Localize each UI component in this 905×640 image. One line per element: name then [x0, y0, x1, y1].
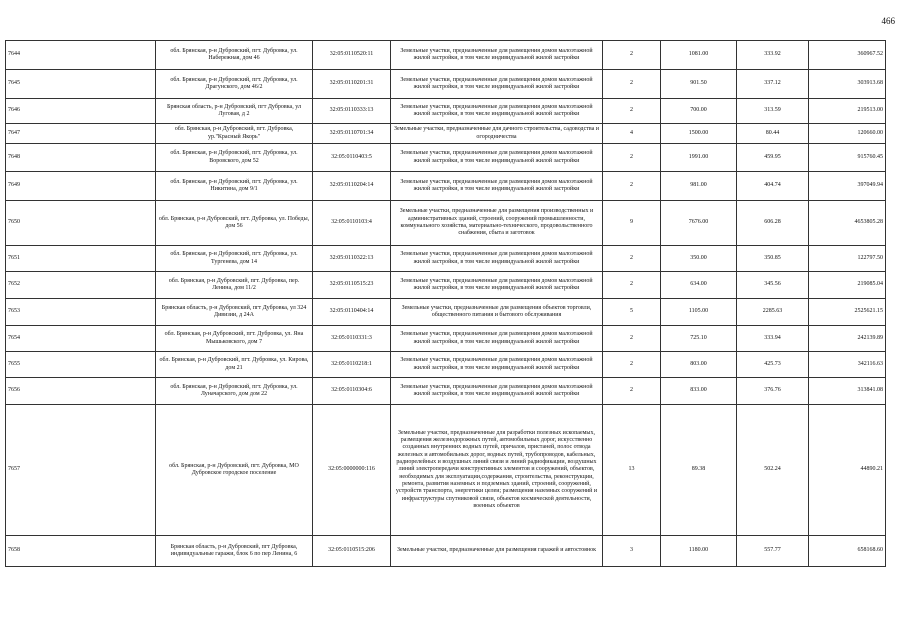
address-cell: обл. Брянская, р-н Дубровский, пгт. Дубровка, ул. Яна Мышьковского, дом 7	[156, 326, 313, 352]
land-use-cell: Земельные участки, предназначенные для размещения домов малоэтажной жилой застройки, в том числе индивидуальной жилой застройки	[391, 70, 603, 99]
address-cell: обл. Брянская, р-н Дубровский, пгт. Дубровка, МО Дубровское городское поселение	[156, 405, 313, 536]
area-cell: 89.38	[661, 405, 737, 536]
use-group-cell: 2	[603, 246, 661, 272]
use-group-cell: 9	[603, 201, 661, 246]
row-number: 7651	[6, 246, 156, 272]
cadastral-value-cell: 313841.08	[809, 378, 886, 405]
land-use-cell: Земельные участки, предназначенные для размещения домов малоэтажной жилой застройки, в том числе индивидуальной жилой застройки	[391, 272, 603, 299]
table-row	[6, 378, 886, 405]
specific-value-cell: 459.95	[737, 144, 809, 172]
row-number: 7646	[6, 99, 156, 124]
table-row	[6, 299, 886, 326]
cadastral-number-cell: 32:05:0110331:3	[313, 326, 391, 352]
cadastral-number-cell: 32:05:0110403:5	[313, 144, 391, 172]
address-cell: обл. Брянская, р-н Дубровский, пгт. Дубровка, ул. Победы, дом 56	[156, 201, 313, 246]
cadastral-number-cell: 32:05:0000000:116	[313, 405, 391, 536]
cadastral-number-cell: 32:05:0110201:31	[313, 70, 391, 99]
table-row	[6, 124, 886, 144]
land-use-cell: Земельные участки, предназначенные для размещения гаражей и автостоянок	[391, 536, 603, 567]
address-cell: обл. Брянская, р-н Дубровский, пгт. Дубровка, ул. Тургенева, дом 14	[156, 246, 313, 272]
land-use-cell: Земельные участки, предназначенные для размещения домов малоэтажной жилой застройки, в том числе индивидуальной жилой застройки	[391, 172, 603, 201]
specific-value-cell: 404.74	[737, 172, 809, 201]
cadastral-number-cell: 32:05:0110404:14	[313, 299, 391, 326]
area-cell: 350.00	[661, 246, 737, 272]
cadastral-value-cell: 44890.21	[809, 405, 886, 536]
cadastral-value-cell: 360967.52	[809, 41, 886, 70]
address-cell: обл. Брянская, р-н Дубровский, пгт. Дубровка, ул. Никитина, дом 9/1	[156, 172, 313, 201]
specific-value-cell: 606.28	[737, 201, 809, 246]
use-group-cell: 2	[603, 99, 661, 124]
use-group-cell: 2	[603, 172, 661, 201]
land-use-cell: Земельные участки, предназначенные для размещения домов малоэтажной жилой застройки, в том числе индивидуальной жилой застройки	[391, 41, 603, 70]
cadastral-value-cell: 915760.45	[809, 144, 886, 172]
cadastral-number-cell: 32:05:0110322:13	[313, 246, 391, 272]
area-cell: 1105.00	[661, 299, 737, 326]
use-group-cell: 2	[603, 272, 661, 299]
area-cell: 1081.00	[661, 41, 737, 70]
specific-value-cell: 376.76	[737, 378, 809, 405]
row-number: 7652	[6, 272, 156, 299]
row-number: 7657	[6, 405, 156, 536]
specific-value-cell: 337.12	[737, 70, 809, 99]
table-row	[6, 70, 886, 99]
row-number: 7647	[6, 124, 156, 144]
table-row	[6, 272, 886, 299]
cadastral-value-cell: 242139.89	[809, 326, 886, 352]
specific-value-cell: 502.24	[737, 405, 809, 536]
land-use-cell: Земельные участки, предназначенные для размещения домов малоэтажной жилой застройки, в том числе индивидуальной жилой застройки	[391, 99, 603, 124]
table-row	[6, 246, 886, 272]
cadastral-value-cell: 397049.94	[809, 172, 886, 201]
row-number: 7655	[6, 352, 156, 378]
cadastral-number-cell: 32:05:0110304:6	[313, 378, 391, 405]
table-row	[6, 41, 886, 70]
row-number: 7656	[6, 378, 156, 405]
specific-value-cell: 350.85	[737, 246, 809, 272]
specific-value-cell: 425.73	[737, 352, 809, 378]
cadastral-number-cell: 32:05:0110204:14	[313, 172, 391, 201]
table-row	[6, 536, 886, 567]
table-row	[6, 99, 886, 124]
row-number: 7649	[6, 172, 156, 201]
land-use-cell: Земельные участки, предназначенные для размещения производственных и административных зданий, строений, сооружений промышленности, коммунального хозяйства, материально-технического, продовольственного снабжения, сбыта и заготовок	[391, 201, 603, 246]
address-cell: обл. Брянская, р-н Дубровский, пгт. Дубровка, ул. Луначарского, дом дом 22	[156, 378, 313, 405]
land-use-cell: Земельные участки, предназначенные для размещения домов малоэтажной жилой застройки, в том числе индивидуальной жилой застройки	[391, 352, 603, 378]
row-number: 7653	[6, 299, 156, 326]
area-cell: 981.00	[661, 172, 737, 201]
address-cell: Брянская область, р-н Дубровский, пгт Дубровка, ул 324 Дивизии, д 24А	[156, 299, 313, 326]
specific-value-cell: 557.77	[737, 536, 809, 567]
row-number: 7654	[6, 326, 156, 352]
specific-value-cell: 333.92	[737, 41, 809, 70]
land-use-cell: Земельные участки, предназначенные для размещения домов малоэтажной жилой застройки, в том числе индивидуальной жилой застройки	[391, 246, 603, 272]
table-row	[6, 352, 886, 378]
table-row	[6, 326, 886, 352]
area-cell: 725.10	[661, 326, 737, 352]
address-cell: Брянская область, р-н Дубровский, пгт Дубровка, ул Луговая, д 2	[156, 99, 313, 124]
use-group-cell: 13	[603, 405, 661, 536]
page-number: 466	[881, 16, 895, 26]
cadastral-value-cell: 342116.63	[809, 352, 886, 378]
address-cell: Брянская область, р-н Дубровский, пгт Дубровка, индивидуальные гаражи, блок 6 по пер Ленина, 6	[156, 536, 313, 567]
cadastral-number-cell: 32:05:0110218:1	[313, 352, 391, 378]
use-group-cell: 2	[603, 352, 661, 378]
use-group-cell: 2	[603, 326, 661, 352]
cadastral-value-cell: 303913.68	[809, 70, 886, 99]
area-cell: 803.00	[661, 352, 737, 378]
address-cell: обл. Брянская, р-н Дубровский, пгт. Дубровка, ул. Драгунского, дом 46/2	[156, 70, 313, 99]
use-group-cell: 2	[603, 41, 661, 70]
area-cell: 833.00	[661, 378, 737, 405]
use-group-cell: 2	[603, 378, 661, 405]
row-number: 7650	[6, 201, 156, 246]
cadastral-value-cell: 219513.00	[809, 99, 886, 124]
area-cell: 700.00	[661, 99, 737, 124]
land-use-cell: Земельные участки, предназначенные для размещения домов малоэтажной жилой застройки, в том числе индивидуальной жилой застройки	[391, 326, 603, 352]
specific-value-cell: 2285.63	[737, 299, 809, 326]
land-use-cell: Земельные участки, предназначенные для разработки полезных ископаемых, размещения железнодорожных путей, автомобильных дорог, искусственно созданных внутренних водных путей, причалов, пристаней, полос отвода железных и автомобильных дорог, водных путей, трубопроводов, кабельных, радиорелейных и воздушных линий связи и линий радиофикации, воздушных линий электропередачи конструктивных элементов и сооружений, объектов, необходимых для эксплуатации,содержания, строительства, реконструкции, ремонта, развития наземных и подземных зданий, строений, сооружений, устройств транспорта, энергетики целеи; размещения наземных сооружений и инфраструктуры спутниковой связи, объектов космической деятельности, военных объектов	[391, 405, 603, 536]
specific-value-cell: 313.59	[737, 99, 809, 124]
cadastral-number-cell: 32:05:0110701:34	[313, 124, 391, 144]
cadastral-number-cell: 32:05:0110333:13	[313, 99, 391, 124]
land-use-cell: Земельные участки, предназначенные для размещения домов малоэтажной жилой застройки, в том числе индивидуальной жилой застройки	[391, 144, 603, 172]
address-cell: обл. Брянская, р-н Дубровский, пгт. Дубровка, пер. Ленина, дом 11/2	[156, 272, 313, 299]
table-row	[6, 172, 886, 201]
area-cell: 1500.00	[661, 124, 737, 144]
table-row	[6, 405, 886, 536]
land-use-cell: Земельные участки, предназначенные для размещения объектов торговли, общественного питания и бытового обслуживания	[391, 299, 603, 326]
address-cell: обл. Брянская, р-н Дубровский, пгт. Дубровка, ул. Воровского, дом 52	[156, 144, 313, 172]
area-cell: 1991.00	[661, 144, 737, 172]
row-number: 7648	[6, 144, 156, 172]
use-group-cell: 3	[603, 536, 661, 567]
land-register-table	[5, 40, 886, 567]
land-use-cell: Земельные участки, предназначенные для дачного строительства, садоводства и огородничества	[391, 124, 603, 144]
table-row	[6, 144, 886, 172]
cadastral-number-cell: 32:05:0110520:11	[313, 41, 391, 70]
row-number: 7658	[6, 536, 156, 567]
specific-value-cell: 80.44	[737, 124, 809, 144]
use-group-cell: 2	[603, 70, 661, 99]
land-use-cell: Земельные участки, предназначенные для размещения домов малоэтажной жилой застройки, в том числе индивидуальной жилой застройки	[391, 378, 603, 405]
use-group-cell: 4	[603, 124, 661, 144]
use-group-cell: 5	[603, 299, 661, 326]
address-cell: обл. Брянская, р-н Дубровский, пгт. Дубровка, ур."Красный Якорь"	[156, 124, 313, 144]
cadastral-value-cell: 120660.00	[809, 124, 886, 144]
area-cell: 634.00	[661, 272, 737, 299]
use-group-cell: 2	[603, 144, 661, 172]
specific-value-cell: 345.56	[737, 272, 809, 299]
cadastral-number-cell: 32:05:0110103:4	[313, 201, 391, 246]
cadastral-value-cell: 4653805.28	[809, 201, 886, 246]
cadastral-value-cell: 122797.50	[809, 246, 886, 272]
cadastral-value-cell: 2525621.15	[809, 299, 886, 326]
address-cell: обл. Брянская, р-н Дубровский, пгт. Дубровка, ул. Набережная, дом 46	[156, 41, 313, 70]
row-number: 7645	[6, 70, 156, 99]
area-cell: 7676.00	[661, 201, 737, 246]
row-number: 7644	[6, 41, 156, 70]
specific-value-cell: 333.94	[737, 326, 809, 352]
cadastral-value-cell: 658168.60	[809, 536, 886, 567]
table-row	[6, 201, 886, 246]
cadastral-value-cell: 219085.04	[809, 272, 886, 299]
area-cell: 901.50	[661, 70, 737, 99]
area-cell: 1180.00	[661, 536, 737, 567]
cadastral-number-cell: 32:05:0110515:206	[313, 536, 391, 567]
cadastral-number-cell: 32:05:0110515:23	[313, 272, 391, 299]
address-cell: обл. Брянская, р-н Дубровский, пгт. Дубровка, ул. Кирова, дом 21	[156, 352, 313, 378]
